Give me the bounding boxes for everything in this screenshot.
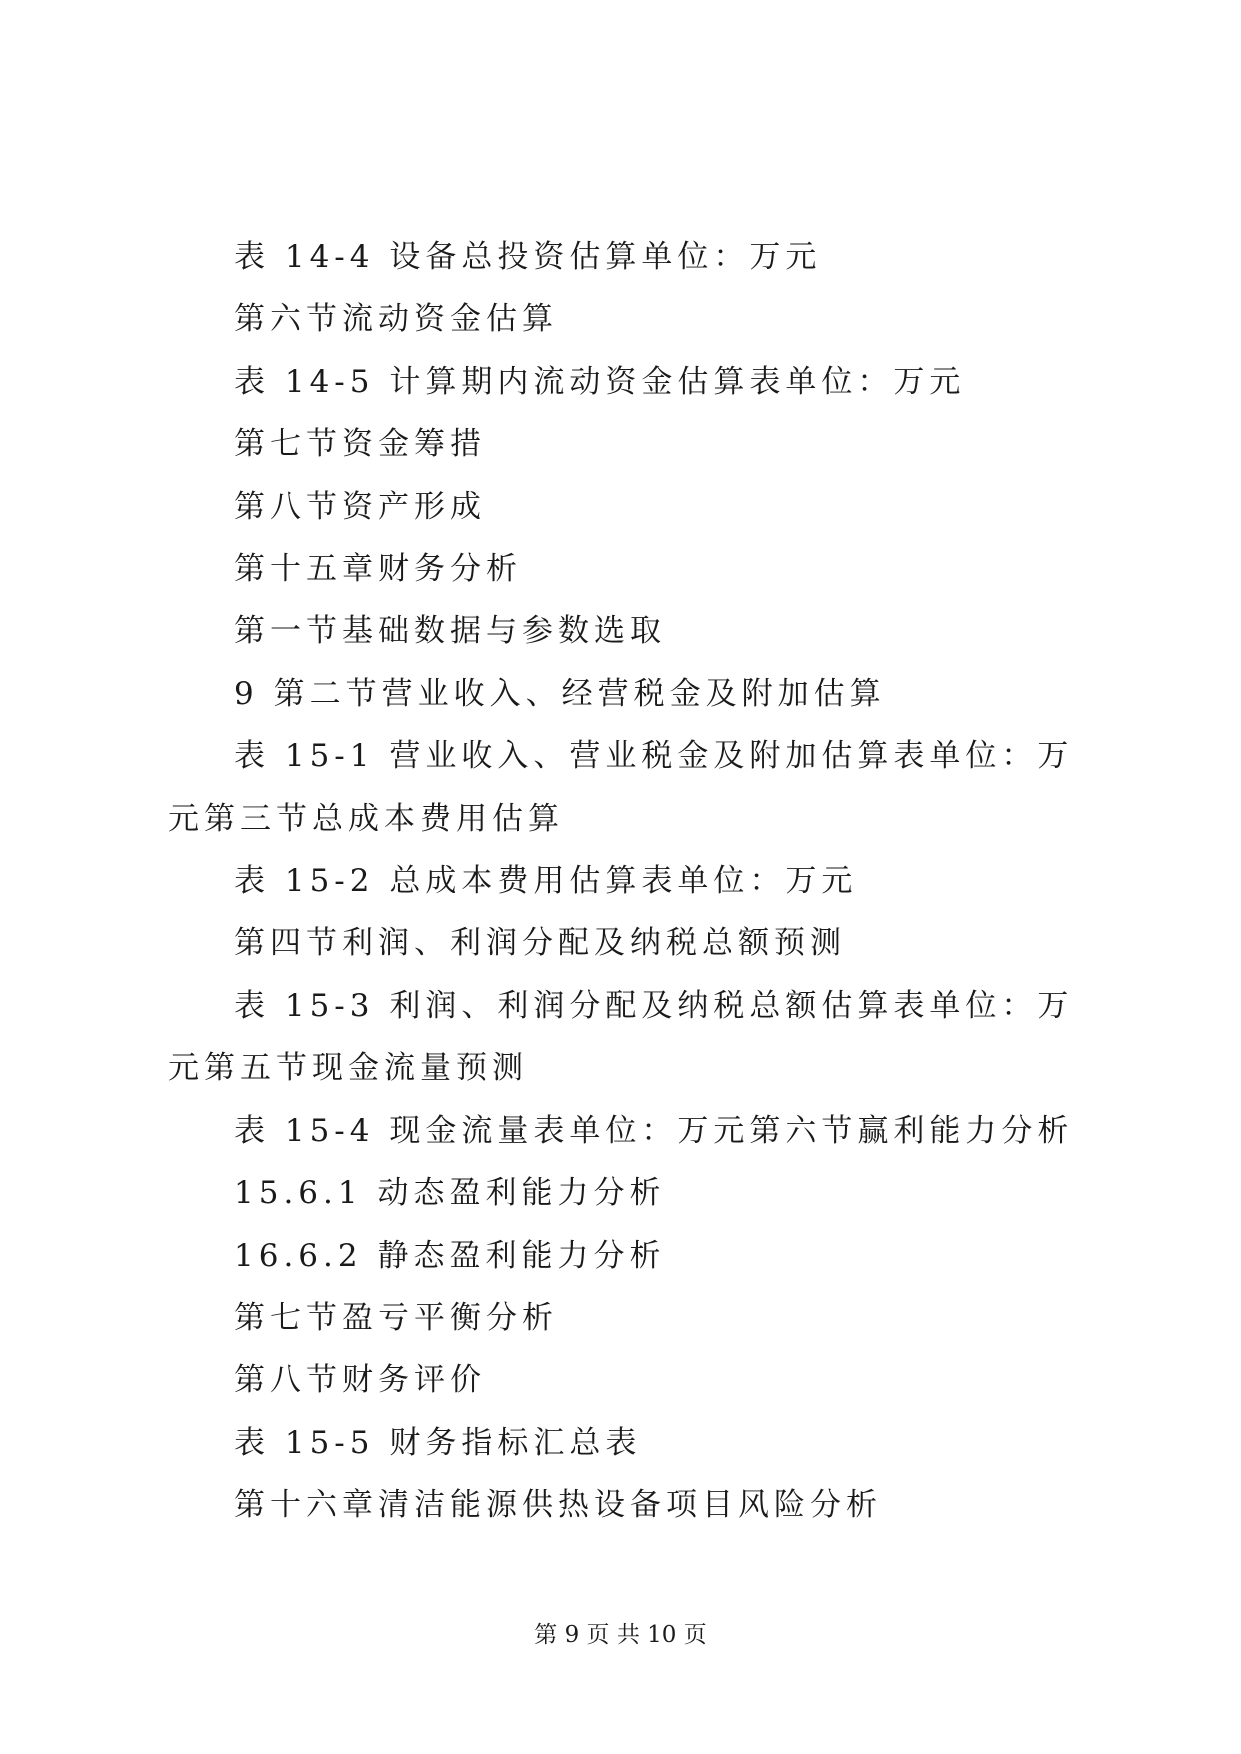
paragraph: 第八节财务评价 (234, 1362, 486, 1399)
paragraph: 9 第二节营业收入、经营税金及附加估算 (234, 675, 886, 712)
paragraph: 第十五章财务分析 (234, 551, 522, 588)
paragraph: 表 15-4 现金流量表单位：万元第六节赢利能力分析 (234, 1112, 1074, 1149)
paragraph: 表 15-2 总成本费用估算表单位：万元 (234, 863, 858, 900)
paragraph: 第四节利润、利润分配及纳税总额预测 (234, 925, 846, 962)
paragraph: 16.6.2 静态盈利能力分析 (234, 1237, 666, 1274)
paragraph: 第十六章清洁能源供热设备项目风险分析 (234, 1487, 882, 1524)
paragraph: 表 14-5 计算期内流动资金估算表单位：万元 (234, 363, 966, 400)
paragraph: 第六节流动资金估算 (234, 301, 558, 338)
paragraph: 第八节资产形成 (234, 488, 486, 525)
document-body (168, 226, 1088, 1537)
paragraph: 第一节基础数据与参数选取 (234, 613, 666, 650)
paragraph: 表 15-1 营业收入、营业税金及附加估算表单位：万元第三节总成本费用估算 (168, 738, 1074, 837)
paragraph: 第七节盈亏平衡分析 (234, 1299, 558, 1336)
paragraph: 表 15-3 利润、利润分配及纳税总额估算表单位：万元第五节现金流量预测 (168, 987, 1074, 1087)
paragraph: 第七节资金筹措 (234, 426, 486, 463)
page-footer: 第 9 页 共 10 页 (534, 1622, 707, 1648)
paragraph: 15.6.1 动态盈利能力分析 (234, 1175, 666, 1212)
paragraph: 表 15-5 财务指标汇总表 (234, 1424, 642, 1461)
paragraph: 表 14-4 设备总投资估算单位：万元 (234, 239, 822, 275)
